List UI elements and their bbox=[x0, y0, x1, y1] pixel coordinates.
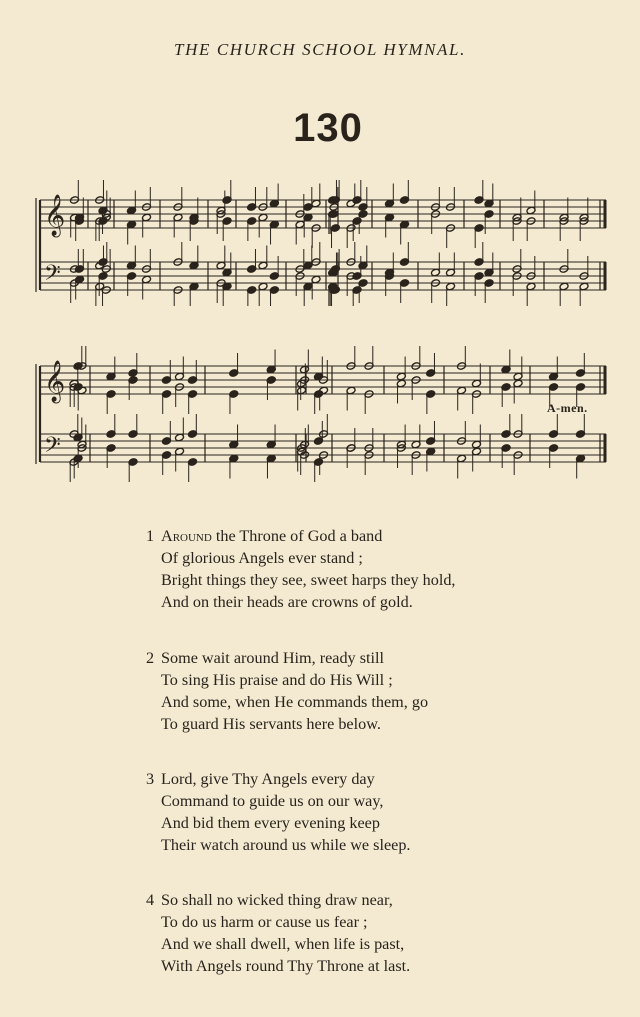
clef-symbol: 𝄞 bbox=[44, 361, 66, 402]
clef-symbol: 𝄢 bbox=[44, 433, 61, 463]
amen-label: A-men. bbox=[547, 401, 588, 415]
stanza-3 bbox=[146, 768, 410, 856]
hymn-number: 130 bbox=[293, 106, 363, 150]
music-score-system-2 bbox=[0, 346, 640, 486]
stanza-line: Some wait around Him, ready still bbox=[161, 649, 384, 667]
stanza-line: Their watch around us while we sleep. bbox=[161, 836, 411, 854]
stanza-line: And some, when He commands them, go bbox=[161, 693, 429, 711]
stanza-4 bbox=[146, 889, 410, 977]
stanza-line: the Throne of God a band bbox=[211, 527, 383, 545]
stanza-line: And bid them every evening keep bbox=[161, 814, 380, 832]
stanza-number: 3 bbox=[146, 770, 155, 788]
stanza-line: So shall no wicked thing draw near, bbox=[161, 891, 393, 909]
stanza-initial-word: Around bbox=[161, 527, 212, 545]
stanza-line: To sing His praise and do His Will ; bbox=[161, 671, 393, 689]
clef-symbol: 𝄢 bbox=[44, 261, 61, 291]
stanza-number: 2 bbox=[146, 649, 155, 667]
stanza-number: 1 bbox=[146, 527, 155, 545]
stanza-line: Of glorious Angels ever stand ; bbox=[161, 549, 363, 567]
stanza-line: To guard His servants here below. bbox=[161, 715, 381, 733]
stanza-line: Command to guide us on our way, bbox=[161, 792, 384, 810]
stanza-line: With Angels round Thy Throne at last. bbox=[161, 957, 411, 975]
stanza-line: To do us harm or cause us fear ; bbox=[161, 913, 368, 931]
clef-symbol: 𝄞 bbox=[44, 195, 66, 236]
running-title: THE CHURCH SCHOOL HYMNAL. bbox=[174, 40, 466, 59]
stanza-line: Lord, give Thy Angels every day bbox=[161, 770, 375, 788]
stanza-1 bbox=[146, 525, 455, 613]
stanza-number: 4 bbox=[146, 891, 155, 909]
stanza-2 bbox=[146, 647, 428, 735]
stanza-line: And on their heads are crowns of gold. bbox=[161, 593, 413, 611]
stanza-line: Bright things they see, sweet harps they hold, bbox=[161, 571, 456, 589]
stanza-line: And we shall dwell, when life is past, bbox=[161, 935, 405, 953]
music-score-system-1 bbox=[0, 176, 640, 306]
